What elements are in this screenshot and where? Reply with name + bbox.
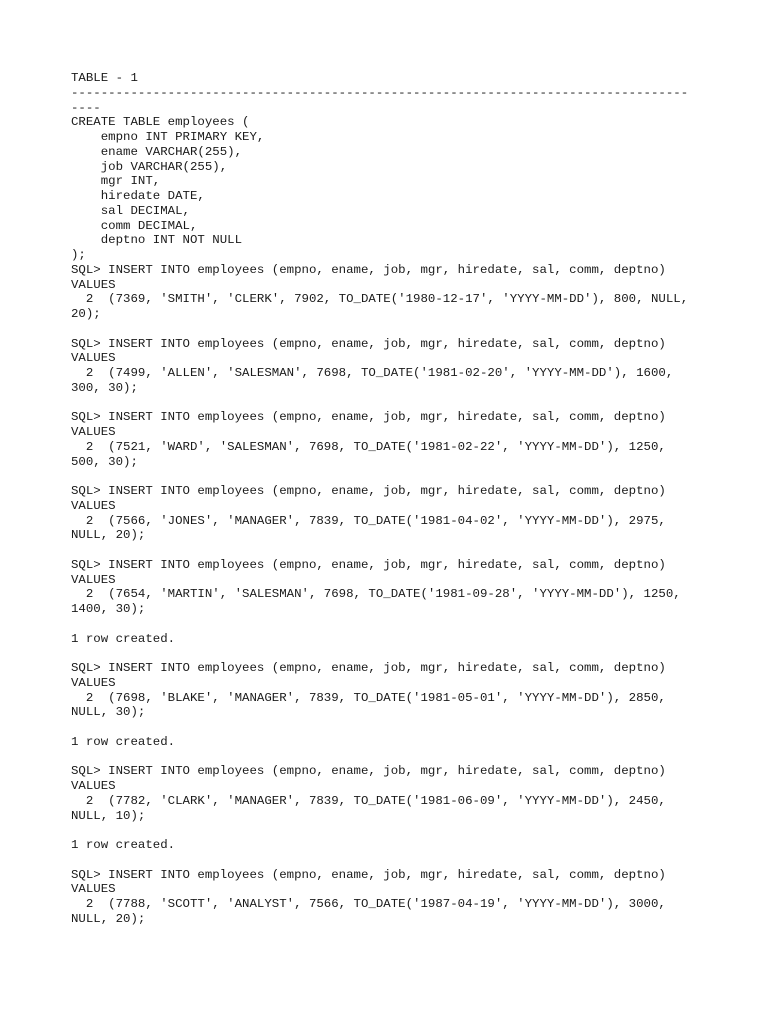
code-line: SQL> INSERT INTO employees (empno, ename, job, mgr, hiredate, sal, comm, deptno): [71, 410, 666, 425]
code-line: ename VARCHAR(255),: [71, 144, 243, 159]
blank-line: [71, 396, 711, 411]
insert-statement: [71, 661, 711, 720]
separator-line: -----------------------------------------------------------------------------------: [71, 85, 689, 100]
code-line: VALUES: [71, 882, 116, 897]
blank-line: [71, 617, 711, 632]
code-line: 2 (7521, 'WARD', 'SALESMAN', 7698, TO_DATE('1981-02-22', 'YYYY-MM-DD'), 1250,: [71, 439, 666, 454]
code-line: SQL> INSERT INTO employees (empno, ename, job, mgr, hiredate, sal, comm, deptno): [71, 764, 666, 779]
code-line: hiredate DATE,: [71, 189, 205, 203]
code-line: SQL> INSERT INTO employees (empno, ename, job, mgr, hiredate, sal, comm, deptno): [71, 336, 666, 351]
code-line: job VARCHAR(255),: [71, 159, 228, 174]
code-line: 2 (7782, 'CLARK', 'MANAGER', 7839, TO_DATE('1981-06-09', 'YYYY-MM-DD'), 2450,: [71, 793, 666, 808]
code-line: empno INT PRIMARY KEY,: [71, 130, 265, 144]
code-line: sal DECIMAL,: [71, 203, 190, 218]
code-line: 2 (7788, 'SCOTT', 'ANALYST', 7566, TO_DATE('1987-04-19', 'YYYY-MM-DD'), 3000,: [71, 897, 666, 911]
code-line: SQL> INSERT INTO employees (empno, ename, job, mgr, hiredate, sal, comm, deptno): [71, 661, 666, 675]
separator-line-continued: ----: [71, 100, 101, 115]
code-line: 2 (7566, 'JONES', 'MANAGER', 7839, TO_DATE('1981-04-02', 'YYYY-MM-DD'), 2975,: [71, 513, 666, 528]
document-title: TABLE - 1: [71, 71, 138, 85]
code-line: mgr INT,: [71, 174, 161, 189]
insert-statement: [71, 263, 711, 322]
code-line: VALUES: [71, 675, 116, 690]
code-line: CREATE TABLE employees (: [71, 115, 250, 130]
code-line: VALUES: [71, 425, 116, 439]
code-line: SQL> INSERT INTO employees (empno, ename, job, mgr, hiredate, sal, comm, deptno): [71, 262, 666, 277]
insert-statement: [71, 337, 711, 396]
blank-line: [71, 750, 711, 765]
code-line: comm DECIMAL,: [71, 218, 198, 233]
code-line: 2 (7698, 'BLAKE', 'MANAGER', 7839, TO_DATE('1981-05-01', 'YYYY-MM-DD'), 2850,: [71, 690, 666, 705]
code-line: 2 (7654, 'MARTIN', 'SALESMAN', 7698, TO_DATE('1981-09-28', 'YYYY-MM-DD'), 1250,: [71, 587, 681, 602]
insert-statement: [71, 868, 711, 927]
code-line: VALUES: [71, 572, 116, 587]
code-line: VALUES: [71, 498, 116, 513]
blank-line: [71, 469, 711, 484]
code-line: 20);: [71, 307, 101, 321]
blank-line: [71, 823, 711, 838]
document-page: [71, 71, 711, 927]
code-line: 1400, 30);: [71, 602, 146, 616]
create-table-statement: [71, 115, 711, 263]
code-line: NULL, 20);: [71, 911, 146, 926]
blank-line: [71, 543, 711, 558]
code-line: 500, 30);: [71, 454, 138, 469]
code-line: SQL> INSERT INTO employees (empno, ename, job, mgr, hiredate, sal, comm, deptno): [71, 557, 666, 572]
code-line: deptno INT NOT NULL: [71, 233, 243, 248]
blank-line: [71, 322, 711, 337]
code-line: NULL, 20);: [71, 528, 146, 543]
blank-line: [71, 853, 711, 868]
code-line: 2 (7369, 'SMITH', 'CLERK', 7902, TO_DATE('1980-12-17', 'YYYY-MM-DD'), 800, NULL,: [71, 292, 689, 307]
code-line: 300, 30);: [71, 380, 138, 395]
code-line: SQL> INSERT INTO employees (empno, ename, job, mgr, hiredate, sal, comm, deptno): [71, 867, 666, 882]
code-line: 2 (7499, 'ALLEN', 'SALESMAN', 7698, TO_DATE('1981-02-20', 'YYYY-MM-DD'), 1600,: [71, 366, 674, 380]
code-line: NULL, 10);: [71, 808, 146, 823]
blank-line: [71, 646, 711, 661]
code-line: NULL, 30);: [71, 705, 146, 720]
code-line: VALUES: [71, 779, 116, 793]
insert-statement: [71, 484, 711, 543]
result-message: 1 row created.: [71, 838, 176, 852]
insert-statement: [71, 558, 711, 617]
result-message: 1 row created.: [71, 631, 176, 646]
code-line: );: [71, 248, 86, 262]
code-line: VALUES: [71, 277, 116, 292]
code-line: SQL> INSERT INTO employees (empno, ename, job, mgr, hiredate, sal, comm, deptno): [71, 484, 666, 498]
insert-statement: [71, 410, 711, 469]
code-line: VALUES: [71, 351, 116, 366]
blank-line: [71, 720, 711, 735]
result-message: 1 row created.: [71, 734, 176, 749]
insert-statement: [71, 764, 711, 823]
